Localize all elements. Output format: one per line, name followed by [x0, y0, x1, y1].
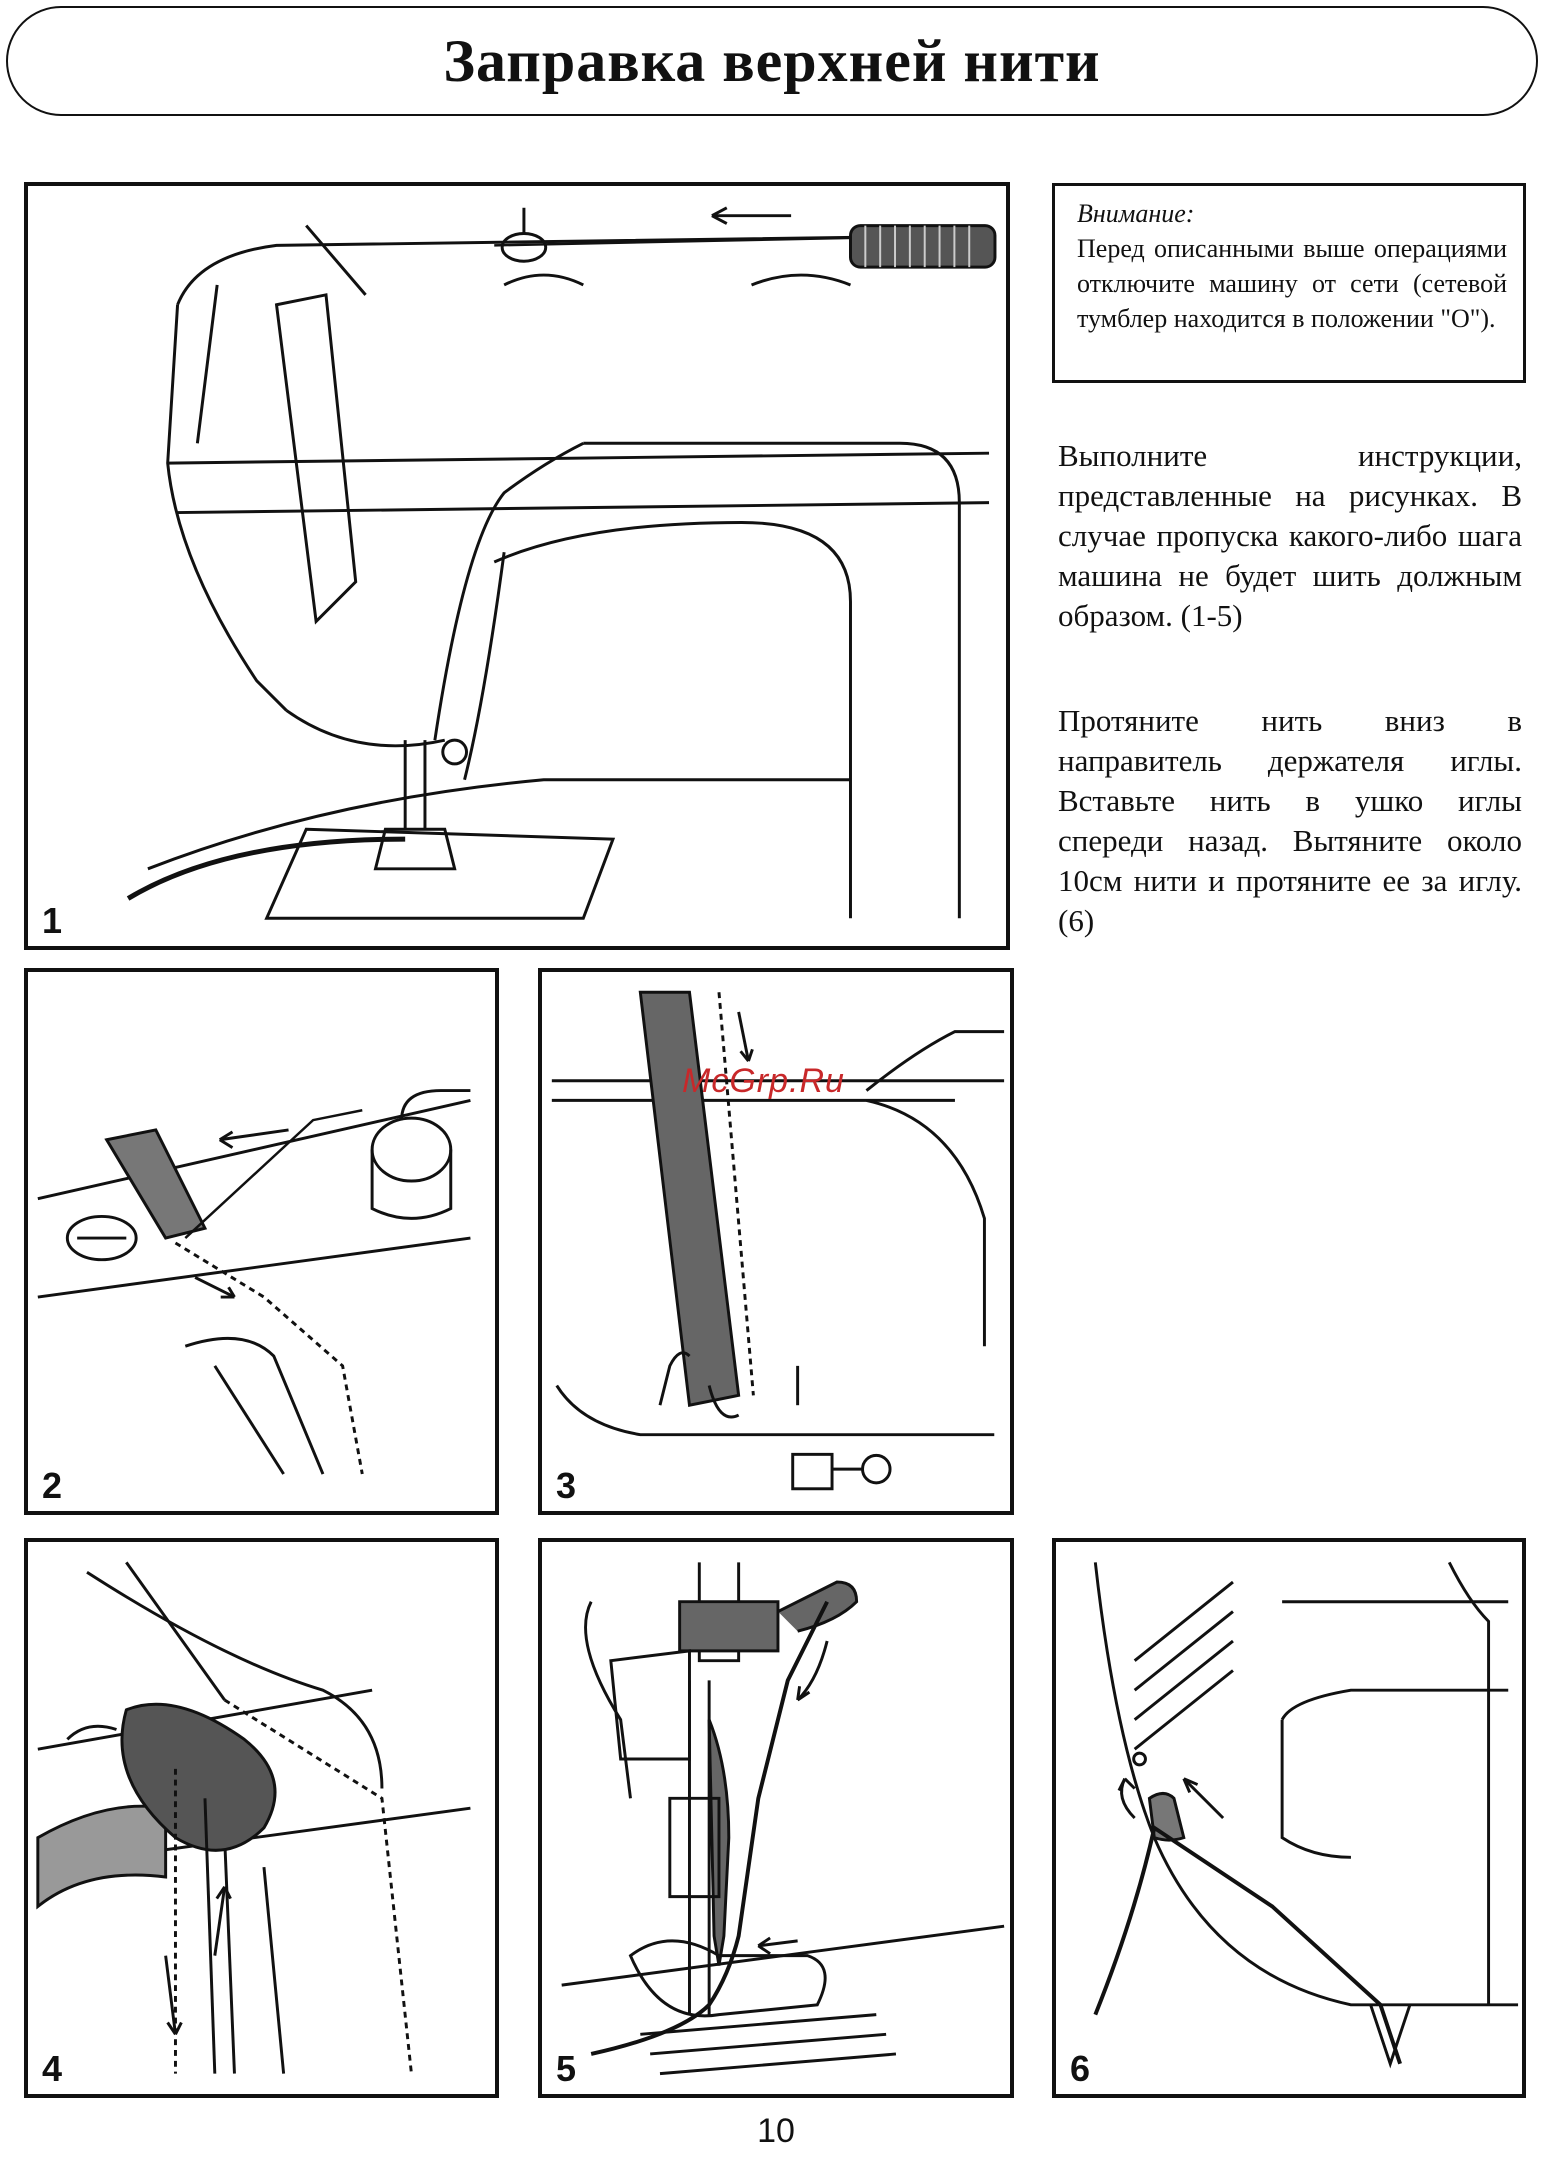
- figure-3: [538, 968, 1014, 1515]
- figure-1: [24, 182, 1010, 950]
- take-up-lever-illustration: [542, 972, 1010, 1511]
- thread-guide-illustration: [28, 972, 495, 1511]
- watermark: McGrp.Ru: [682, 1062, 845, 1100]
- figure-2: [24, 968, 499, 1515]
- thread-cutter-illustration: [1056, 1542, 1522, 2094]
- figure-number: 5: [556, 2048, 577, 2089]
- figure-number: 4: [42, 2048, 63, 2089]
- page-number: 10: [757, 2112, 795, 2150]
- warning-box: [1052, 183, 1526, 383]
- figure-number: 1: [42, 900, 63, 941]
- instruction-paragraph-2: Протяните нить вниз в направитель держателя иглы. Вставьте нить в ушко иглы спереди назад. Вытяните около 10см нити и протяните ее за иглу. (6): [1058, 703, 1522, 938]
- warning-heading: Внимание:: [1077, 199, 1195, 228]
- figure-6: [1052, 1538, 1526, 2098]
- thread-lever-closeup-illustration: [28, 1542, 495, 2094]
- figure-5: [538, 1538, 1014, 2098]
- page-title: Заправка верхней нити: [443, 27, 1101, 94]
- figure-number: 6: [1070, 2048, 1091, 2089]
- figure-4: [24, 1538, 499, 2098]
- figure-number: 2: [42, 1465, 63, 1506]
- title-banner: [6, 6, 1538, 116]
- instruction-paragraph-1: Выполните инструкции, представленные на рисунках. В случае пропуска какого-либо шага машина не будет шить должным образом. (1-5): [1058, 438, 1522, 633]
- figure-number: 3: [556, 1465, 577, 1506]
- needle-threading-illustration: [542, 1542, 1010, 2094]
- warning-text: Перед описанными выше операциями отключите машину от сети (сетевой тумблер находится в положении "О").: [1077, 234, 1507, 333]
- sewing-machine-overview-illustration: [28, 186, 1006, 946]
